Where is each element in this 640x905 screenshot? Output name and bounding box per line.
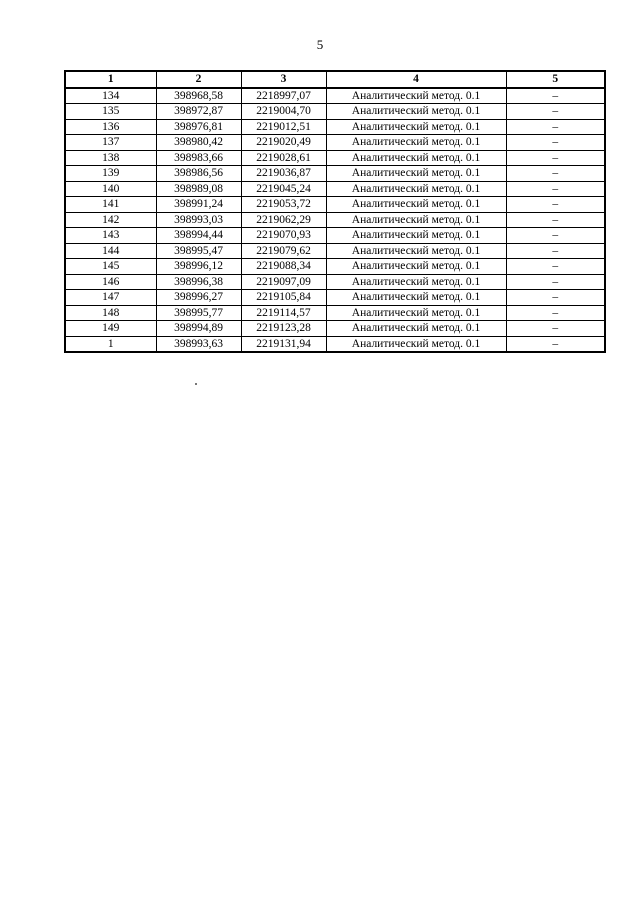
note-cell: – — [506, 336, 605, 352]
y-coordinate-cell: 2219123,28 — [241, 321, 326, 337]
table-row — [65, 150, 605, 166]
y-coordinate-cell: 2219088,34 — [241, 259, 326, 275]
point-number-cell: 135 — [65, 104, 156, 120]
y-coordinate-cell: 2219028,61 — [241, 150, 326, 166]
table-row — [65, 212, 605, 228]
table-row — [65, 166, 605, 182]
y-coordinate-cell: 2219079,62 — [241, 243, 326, 259]
method-cell: Аналитический метод. 0.1 — [326, 290, 506, 306]
method-cell: Аналитический метод. 0.1 — [326, 336, 506, 352]
x-coordinate-cell: 398983,66 — [156, 150, 241, 166]
method-cell: Аналитический метод. 0.1 — [326, 212, 506, 228]
point-number-cell: 149 — [65, 321, 156, 337]
x-coordinate-cell: 398993,63 — [156, 336, 241, 352]
method-cell: Аналитический метод. 0.1 — [326, 119, 506, 135]
point-number-cell: 136 — [65, 119, 156, 135]
method-cell: Аналитический метод. 0.1 — [326, 181, 506, 197]
note-cell: – — [506, 197, 605, 213]
table-header — [65, 71, 605, 88]
table-body — [65, 88, 605, 353]
method-cell: Аналитический метод. 0.1 — [326, 166, 506, 182]
note-cell: – — [506, 321, 605, 337]
stray-dot — [195, 383, 197, 385]
table-row — [65, 336, 605, 352]
x-coordinate-cell: 398996,27 — [156, 290, 241, 306]
method-cell: Аналитический метод. 0.1 — [326, 135, 506, 151]
y-coordinate-cell: 2219062,29 — [241, 212, 326, 228]
y-coordinate-cell: 2219036,87 — [241, 166, 326, 182]
x-coordinate-cell: 398972,87 — [156, 104, 241, 120]
method-cell: Аналитический метод. 0.1 — [326, 228, 506, 244]
point-number-cell: 144 — [65, 243, 156, 259]
table-row — [65, 305, 605, 321]
x-coordinate-cell: 398968,58 — [156, 88, 241, 104]
point-number-cell: 139 — [65, 166, 156, 182]
x-coordinate-cell: 398976,81 — [156, 119, 241, 135]
method-cell: Аналитический метод. 0.1 — [326, 150, 506, 166]
point-number-cell: 143 — [65, 228, 156, 244]
table-row — [65, 197, 605, 213]
x-coordinate-cell: 398989,08 — [156, 181, 241, 197]
point-number-cell: 147 — [65, 290, 156, 306]
table-row — [65, 181, 605, 197]
point-number-cell: 142 — [65, 212, 156, 228]
table-row — [65, 290, 605, 306]
note-cell: – — [506, 290, 605, 306]
y-coordinate-cell: 2219020,49 — [241, 135, 326, 151]
table-row — [65, 119, 605, 135]
y-coordinate-cell: 2219012,51 — [241, 119, 326, 135]
coordinates-table — [64, 70, 606, 353]
table-row — [65, 259, 605, 275]
method-cell: Аналитический метод. 0.1 — [326, 88, 506, 104]
point-number-cell: 1 — [65, 336, 156, 352]
note-cell: – — [506, 135, 605, 151]
y-coordinate-cell: 2219114,57 — [241, 305, 326, 321]
method-cell: Аналитический метод. 0.1 — [326, 197, 506, 213]
note-cell: – — [506, 228, 605, 244]
table-row — [65, 228, 605, 244]
header-cell-5: 5 — [506, 71, 605, 88]
point-number-cell: 148 — [65, 305, 156, 321]
point-number-cell: 134 — [65, 88, 156, 104]
y-coordinate-cell: 2219053,72 — [241, 197, 326, 213]
x-coordinate-cell: 398995,47 — [156, 243, 241, 259]
note-cell: – — [506, 150, 605, 166]
method-cell: Аналитический метод. 0.1 — [326, 104, 506, 120]
point-number-cell: 137 — [65, 135, 156, 151]
note-cell: – — [506, 88, 605, 104]
y-coordinate-cell: 2219105,84 — [241, 290, 326, 306]
x-coordinate-cell: 398980,42 — [156, 135, 241, 151]
y-coordinate-cell: 2219004,70 — [241, 104, 326, 120]
table-row — [65, 274, 605, 290]
method-cell: Аналитический метод. 0.1 — [326, 321, 506, 337]
note-cell: – — [506, 119, 605, 135]
note-cell: – — [506, 243, 605, 259]
point-number-cell: 145 — [65, 259, 156, 275]
x-coordinate-cell: 398993,03 — [156, 212, 241, 228]
point-number-cell: 140 — [65, 181, 156, 197]
page-number: 5 — [316, 37, 324, 52]
note-cell: – — [506, 305, 605, 321]
point-number-cell: 146 — [65, 274, 156, 290]
y-coordinate-cell: 2219045,24 — [241, 181, 326, 197]
y-coordinate-cell: 2218997,07 — [241, 88, 326, 104]
header-cell-1: 1 — [65, 71, 156, 88]
table-row — [65, 104, 605, 120]
header-cell-4: 4 — [326, 71, 506, 88]
x-coordinate-cell: 398991,24 — [156, 197, 241, 213]
header-row — [65, 71, 605, 88]
method-cell: Аналитический метод. 0.1 — [326, 259, 506, 275]
y-coordinate-cell: 2219097,09 — [241, 274, 326, 290]
x-coordinate-cell: 398994,89 — [156, 321, 241, 337]
x-coordinate-cell: 398995,77 — [156, 305, 241, 321]
point-number-cell: 141 — [65, 197, 156, 213]
table-row — [65, 321, 605, 337]
x-coordinate-cell: 398996,38 — [156, 274, 241, 290]
table-row — [65, 135, 605, 151]
table-row — [65, 243, 605, 259]
x-coordinate-cell: 398994,44 — [156, 228, 241, 244]
method-cell: Аналитический метод. 0.1 — [326, 274, 506, 290]
header-cell-3: 3 — [241, 71, 326, 88]
x-coordinate-cell: 398986,56 — [156, 166, 241, 182]
method-cell: Аналитический метод. 0.1 — [326, 243, 506, 259]
note-cell: – — [506, 212, 605, 228]
note-cell: – — [506, 259, 605, 275]
note-cell: – — [506, 166, 605, 182]
note-cell: – — [506, 181, 605, 197]
header-cell-2: 2 — [156, 71, 241, 88]
y-coordinate-cell: 2219070,93 — [241, 228, 326, 244]
method-cell: Аналитический метод. 0.1 — [326, 305, 506, 321]
point-number-cell: 138 — [65, 150, 156, 166]
note-cell: – — [506, 274, 605, 290]
note-cell: – — [506, 104, 605, 120]
y-coordinate-cell: 2219131,94 — [241, 336, 326, 352]
table-row — [65, 88, 605, 104]
x-coordinate-cell: 398996,12 — [156, 259, 241, 275]
